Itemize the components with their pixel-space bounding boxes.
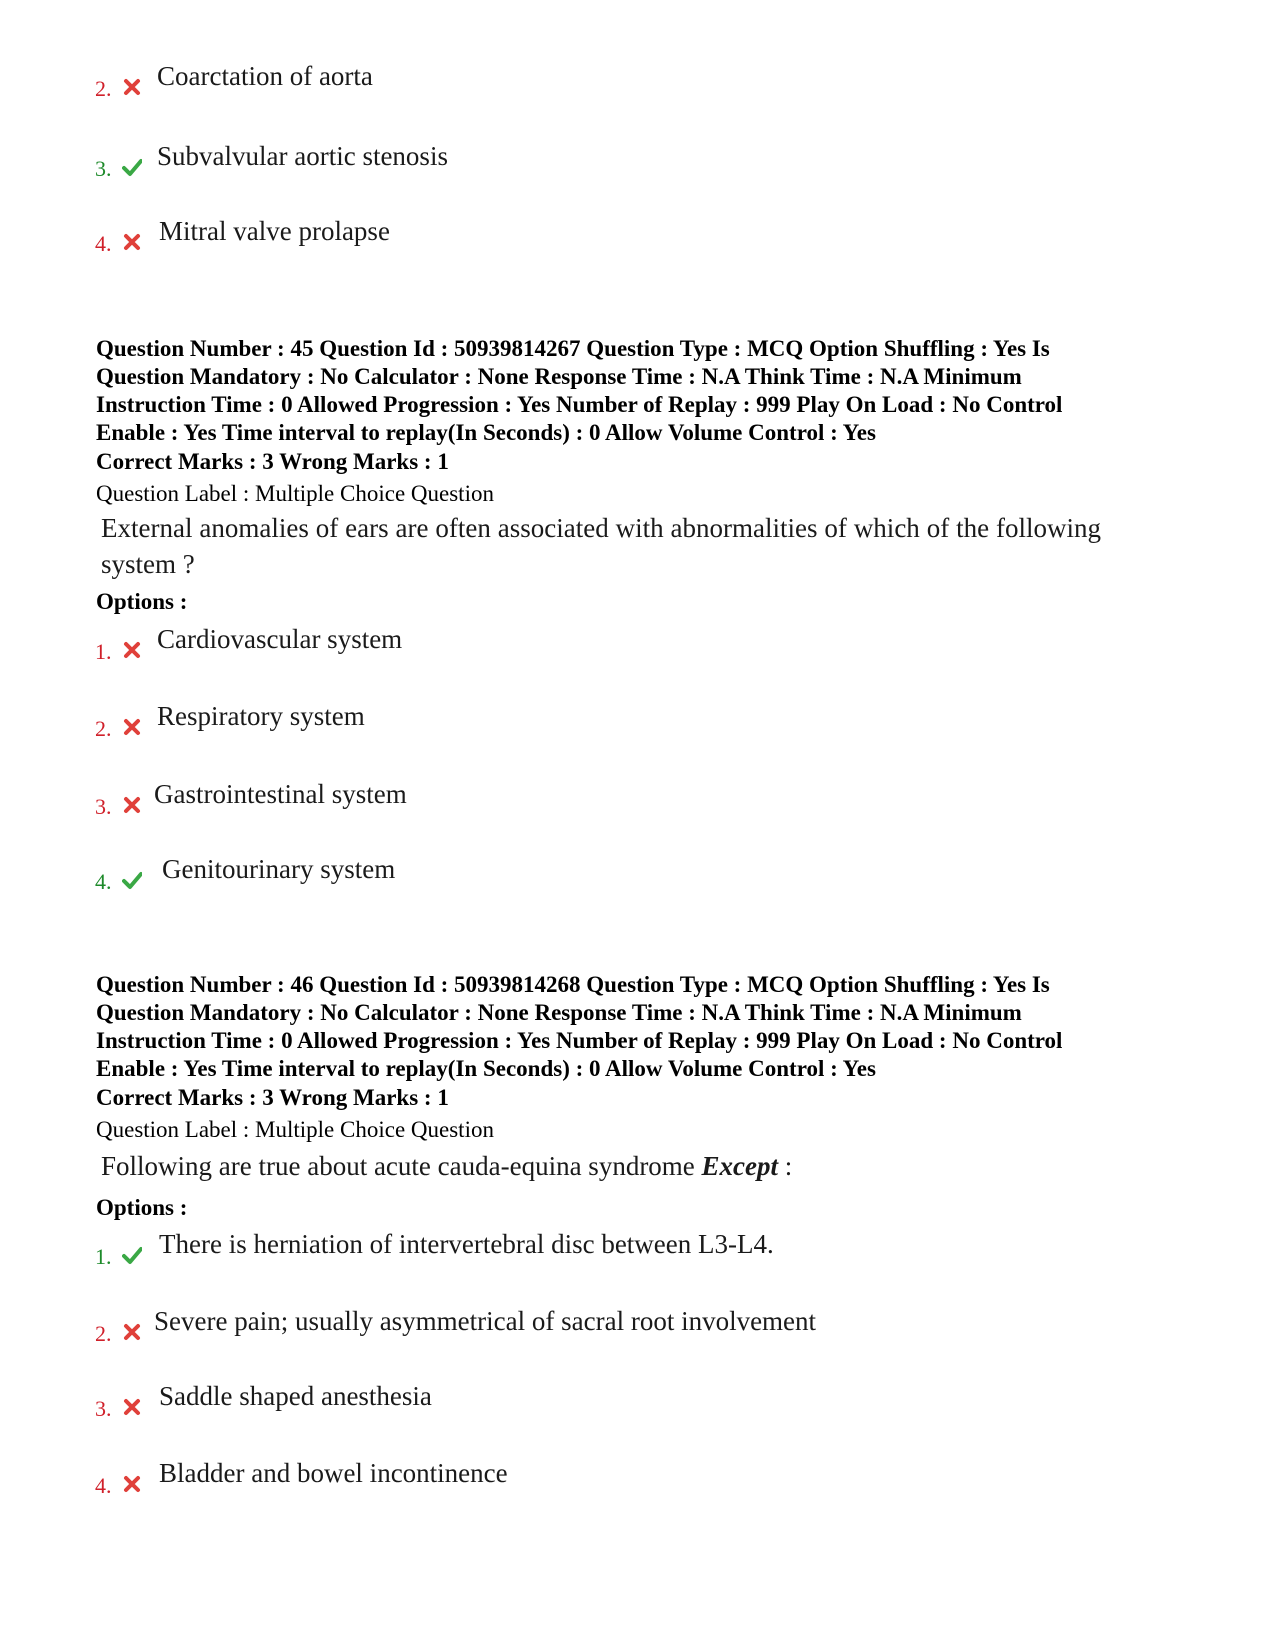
cross-icon	[122, 795, 142, 815]
option-text: Gastrointestinal system	[154, 779, 407, 809]
option-number: 2.	[95, 76, 112, 101]
question-stem: External anomalies of ears are often associated with abnormalities of which of the following system ?	[101, 513, 1101, 579]
question-metadata	[96, 335, 1196, 447]
option-number: 1.	[95, 639, 112, 664]
stem-text: Following are true about acute cauda-equina syndrome	[101, 1151, 695, 1181]
options-heading: Options :	[96, 1195, 188, 1220]
option-text: Genitourinary system	[162, 854, 396, 884]
metadata-line: Instruction Time : 0 Allowed Progression : Yes Number of Replay : 999 Play On Load : No Control	[96, 1028, 1063, 1053]
cross-icon	[122, 717, 142, 737]
metadata-line: Instruction Time : 0 Allowed Progression : Yes Number of Replay : 999 Play On Load : No Control	[96, 392, 1063, 417]
option-text: Saddle shaped anesthesia	[159, 1381, 432, 1411]
question-metadata	[96, 971, 1196, 1083]
cross-icon	[122, 1474, 142, 1494]
stem-tail: :	[778, 1151, 793, 1181]
option-number: 4.	[95, 869, 112, 894]
question-label: Question Label : Multiple Choice Question	[96, 1117, 494, 1142]
question-stem	[101, 1148, 1101, 1184]
option-number: 3.	[95, 1396, 112, 1421]
option-number: 3.	[95, 156, 112, 181]
metadata-line: Question Number : 46 Question Id : 50939814268 Question Type : MCQ Option Shuffling : Yes Is	[96, 972, 1050, 997]
metadata-line: Question Mandatory : No Calculator : None Response Time : N.A Think Time : N.A Minimum	[96, 364, 1022, 389]
option-text: Mitral valve prolapse	[159, 216, 390, 246]
options-heading: Options :	[96, 589, 188, 614]
metadata-line: Enable : Yes Time interval to replay(In Seconds) : 0 Allow Volume Control : Yes	[96, 420, 876, 445]
option-number: 4.	[95, 231, 112, 256]
option-number: 2.	[95, 1321, 112, 1346]
metadata-line: Question Mandatory : No Calculator : None Response Time : N.A Think Time : N.A Minimum	[96, 1000, 1022, 1025]
cross-icon	[122, 77, 142, 97]
question-marks: Correct Marks : 3 Wrong Marks : 1	[96, 1085, 449, 1110]
option-text: Cardiovascular system	[157, 624, 403, 654]
question-marks: Correct Marks : 3 Wrong Marks : 1	[96, 449, 449, 474]
option-number: 1.	[95, 1244, 112, 1269]
option-text: There is herniation of intervertebral disc between L3-L4.	[159, 1229, 774, 1259]
option-number: 4.	[95, 1473, 112, 1498]
cross-icon	[122, 1397, 142, 1417]
cross-icon	[122, 1322, 142, 1342]
option-text: Coarctation of aorta	[157, 61, 373, 91]
metadata-line: Enable : Yes Time interval to replay(In Seconds) : 0 Allow Volume Control : Yes	[96, 1056, 876, 1081]
option-text: Bladder and bowel incontinence	[159, 1458, 508, 1488]
check-icon	[122, 1245, 142, 1265]
check-icon	[122, 157, 142, 177]
question-label: Question Label : Multiple Choice Question	[96, 481, 494, 506]
metadata-line: Question Number : 45 Question Id : 50939814267 Question Type : MCQ Option Shuffling : Yes Is	[96, 336, 1050, 361]
option-number: 3.	[95, 794, 112, 819]
option-number: 2.	[95, 716, 112, 741]
option-text: Severe pain; usually asymmetrical of sacral root involvement	[154, 1306, 817, 1336]
option-text: Respiratory system	[157, 701, 365, 731]
cross-icon	[122, 640, 142, 660]
option-text: Subvalvular aortic stenosis	[157, 141, 448, 171]
stem-emphasis: Except	[701, 1151, 779, 1181]
cross-icon	[122, 232, 142, 252]
check-icon	[122, 870, 142, 890]
